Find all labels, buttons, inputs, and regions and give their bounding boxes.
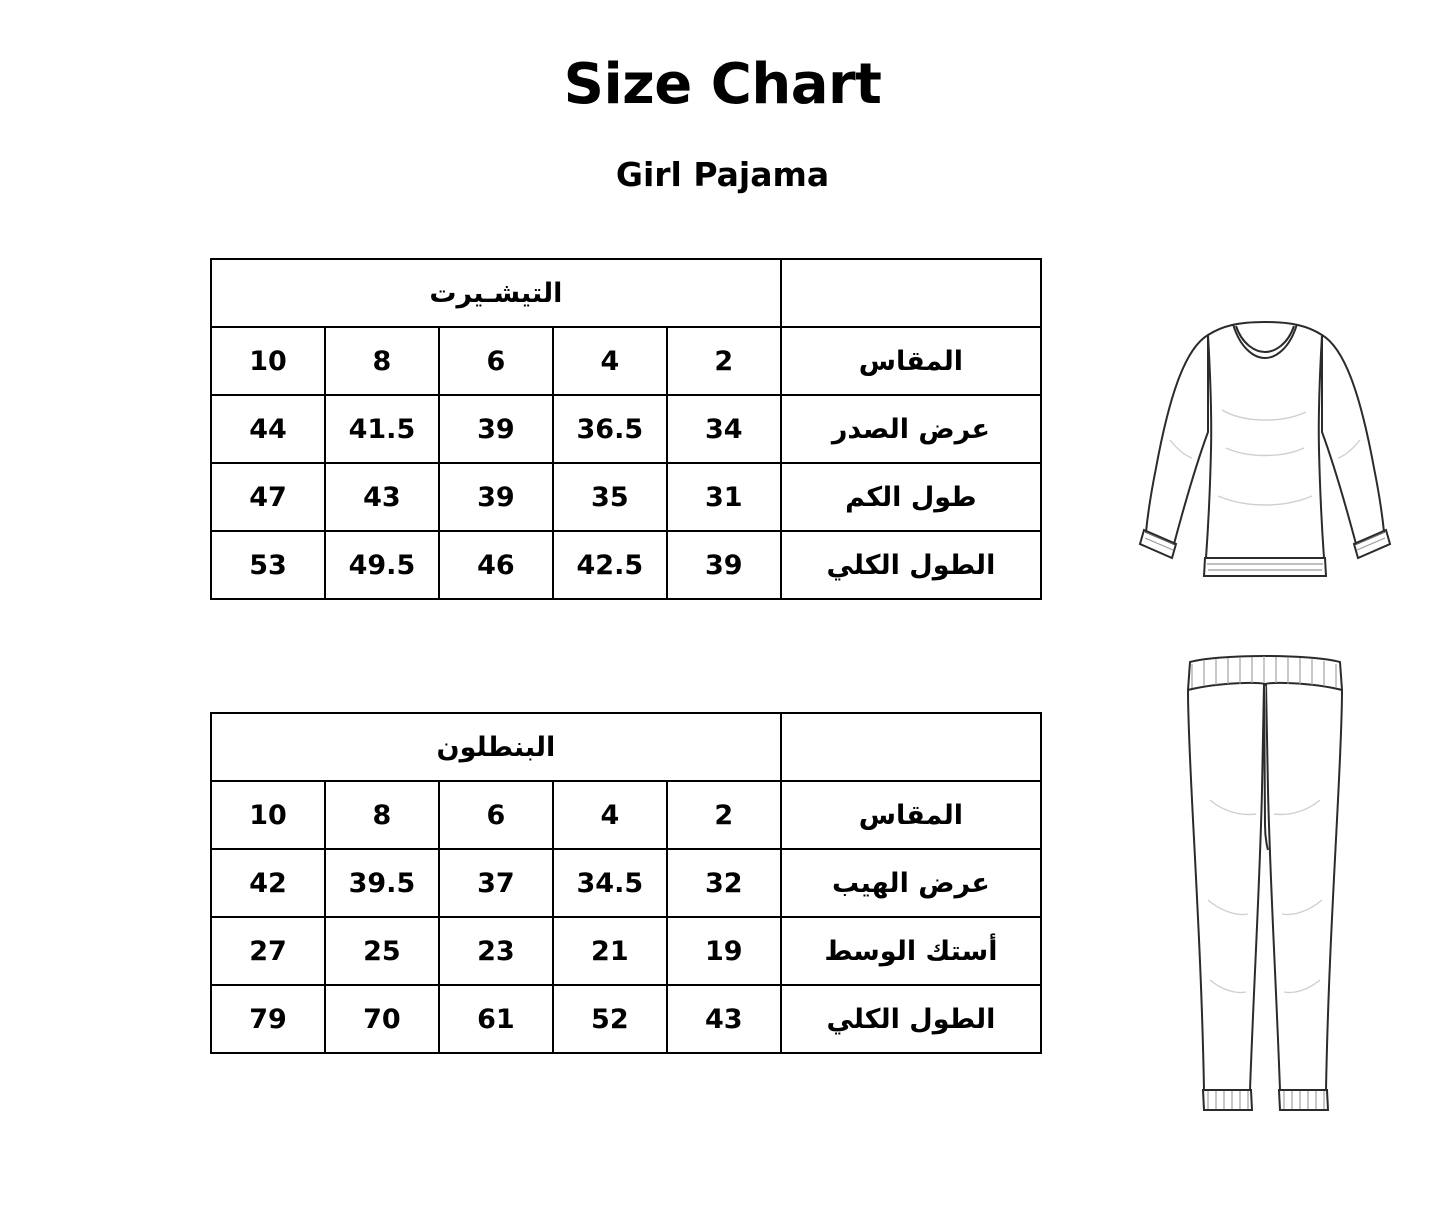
table-pants [210, 712, 1042, 1054]
size-header-8: 8 [325, 781, 439, 849]
row-label: طول الكم [781, 463, 1041, 531]
cell-value: 53 [211, 531, 325, 599]
table-row [211, 463, 1041, 531]
size-header-4: 4 [553, 781, 667, 849]
cell-value: 21 [553, 917, 667, 985]
table-row [211, 849, 1041, 917]
size-label-header: المقاس [781, 327, 1041, 395]
size-header-2: 2 [667, 327, 781, 395]
cell-value: 19 [667, 917, 781, 985]
group-header-shirt: التيشـيرت [211, 259, 781, 327]
table-row [211, 395, 1041, 463]
cell-value: 47 [211, 463, 325, 531]
cell-value: 23 [439, 917, 553, 985]
table-row [211, 327, 1041, 395]
size-header-6: 6 [439, 327, 553, 395]
size-header-6: 6 [439, 781, 553, 849]
cell-value: 42 [211, 849, 325, 917]
cell-value: 32 [667, 849, 781, 917]
table-row [211, 259, 1041, 327]
cell-value: 46 [439, 531, 553, 599]
cell-value: 39 [667, 531, 781, 599]
size-header-10: 10 [211, 327, 325, 395]
cell-value: 35 [553, 463, 667, 531]
long-sleeve-top-illustration [1130, 300, 1400, 600]
blank-cell [781, 713, 1041, 781]
page-subtitle: Girl Pajama [615, 155, 830, 194]
cell-value: 79 [211, 985, 325, 1053]
cell-value: 39 [439, 463, 553, 531]
leggings-pants-illustration [1150, 650, 1380, 1120]
cell-value: 25 [325, 917, 439, 985]
cell-value: 61 [439, 985, 553, 1053]
cell-value: 52 [553, 985, 667, 1053]
page-title: Size Chart [563, 52, 882, 117]
cell-value: 39.5 [325, 849, 439, 917]
row-label: الطول الكلي [781, 985, 1041, 1053]
cell-value: 41.5 [325, 395, 439, 463]
cell-value: 49.5 [325, 531, 439, 599]
table-row [211, 985, 1041, 1053]
size-header-2: 2 [667, 781, 781, 849]
cell-value: 43 [325, 463, 439, 531]
row-label: الطول الكلي [781, 531, 1041, 599]
cell-value: 44 [211, 395, 325, 463]
size-label-header: المقاس [781, 781, 1041, 849]
size-header-4: 4 [553, 327, 667, 395]
cell-value: 70 [325, 985, 439, 1053]
cell-value: 34.5 [553, 849, 667, 917]
cell-value: 34 [667, 395, 781, 463]
table-row [211, 531, 1041, 599]
row-label: عرض الهيب [781, 849, 1041, 917]
cell-value: 36.5 [553, 395, 667, 463]
size-header-10: 10 [211, 781, 325, 849]
table-row [211, 713, 1041, 781]
cell-value: 27 [211, 917, 325, 985]
size-header-8: 8 [325, 327, 439, 395]
blank-cell [781, 259, 1041, 327]
cell-value: 31 [667, 463, 781, 531]
table-row [211, 917, 1041, 985]
group-header-pants: البنطلون [211, 713, 781, 781]
row-label: أستك الوسط [781, 917, 1041, 985]
cell-value: 42.5 [553, 531, 667, 599]
row-label: عرض الصدر [781, 395, 1041, 463]
cell-value: 39 [439, 395, 553, 463]
cell-value: 37 [439, 849, 553, 917]
cell-value: 43 [667, 985, 781, 1053]
table-shirt [210, 258, 1042, 600]
table-row [211, 781, 1041, 849]
